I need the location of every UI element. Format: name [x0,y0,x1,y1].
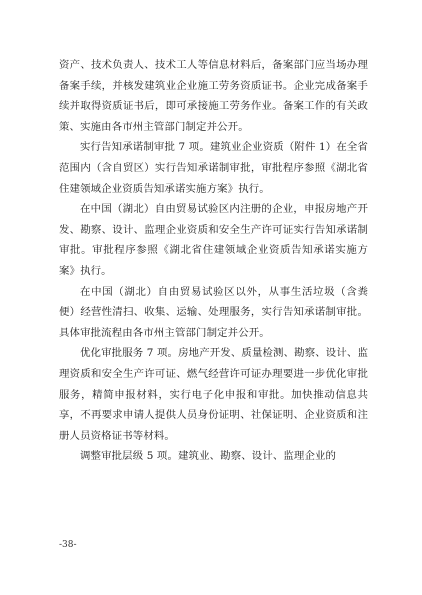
paragraph-notification-commitment-approval: 实行告知承诺制审批 7 项。建筑业企业资质（附件 1）在全省范围内（含自贸区）实行告知承诺制审批，审批程序参照《湖北省住建领域企业资质告知承诺实施方案》执行。 [59,141,368,195]
document-body [59,55,368,467]
paragraph-optimize-approval-services: 优化审批服务 7 项。房地产开发、质量检测、勘察、设计、监理资质和安全生产许可证、燃气经营许可证办理要进一步优化审批服务，精简申报材料，实行电子化申报和审批。加快推动信息共享，不再要求申请人提供人员身份证明、社保证明、企业资质和注册人员资格证书等材料。 [59,347,368,442]
page-number: -38- [59,540,77,550]
paragraph-adjust-approval-levels: 调整审批层级 5 项。建筑业、勘察、设计、监理企业的 [80,450,337,463]
paragraph-continuation: 资产、技术负责人、技术工人等信息材料后，备案部门应当场办理备案手续，并核发建筑业企业施工劳务资质证书。企业完成备案手续并取得资质证书后，即可承接施工劳务作业。备案工作的有关政策、实施由各市州主管部门制定并公开。 [59,59,368,133]
paragraph-free-trade-zone-enterprises: 在中国（湖北）自由贸易试验区内注册的企业，申报房地产开发、勘察、设计、监理企业资质和安全生产许可证实行告知承诺制审批。审批程序参照《湖北省住建领域企业资质告知承诺实施方案》执行。 [59,203,368,277]
paragraph-outside-free-trade-zone: 在中国（湖北）自由贸易试验区以外，从事生活垃圾（含粪便）经营性清扫、收集、运输、处理服务，实行告知承诺制审批。具体审批流程由各市州主管部门制定并公开。 [59,285,368,339]
